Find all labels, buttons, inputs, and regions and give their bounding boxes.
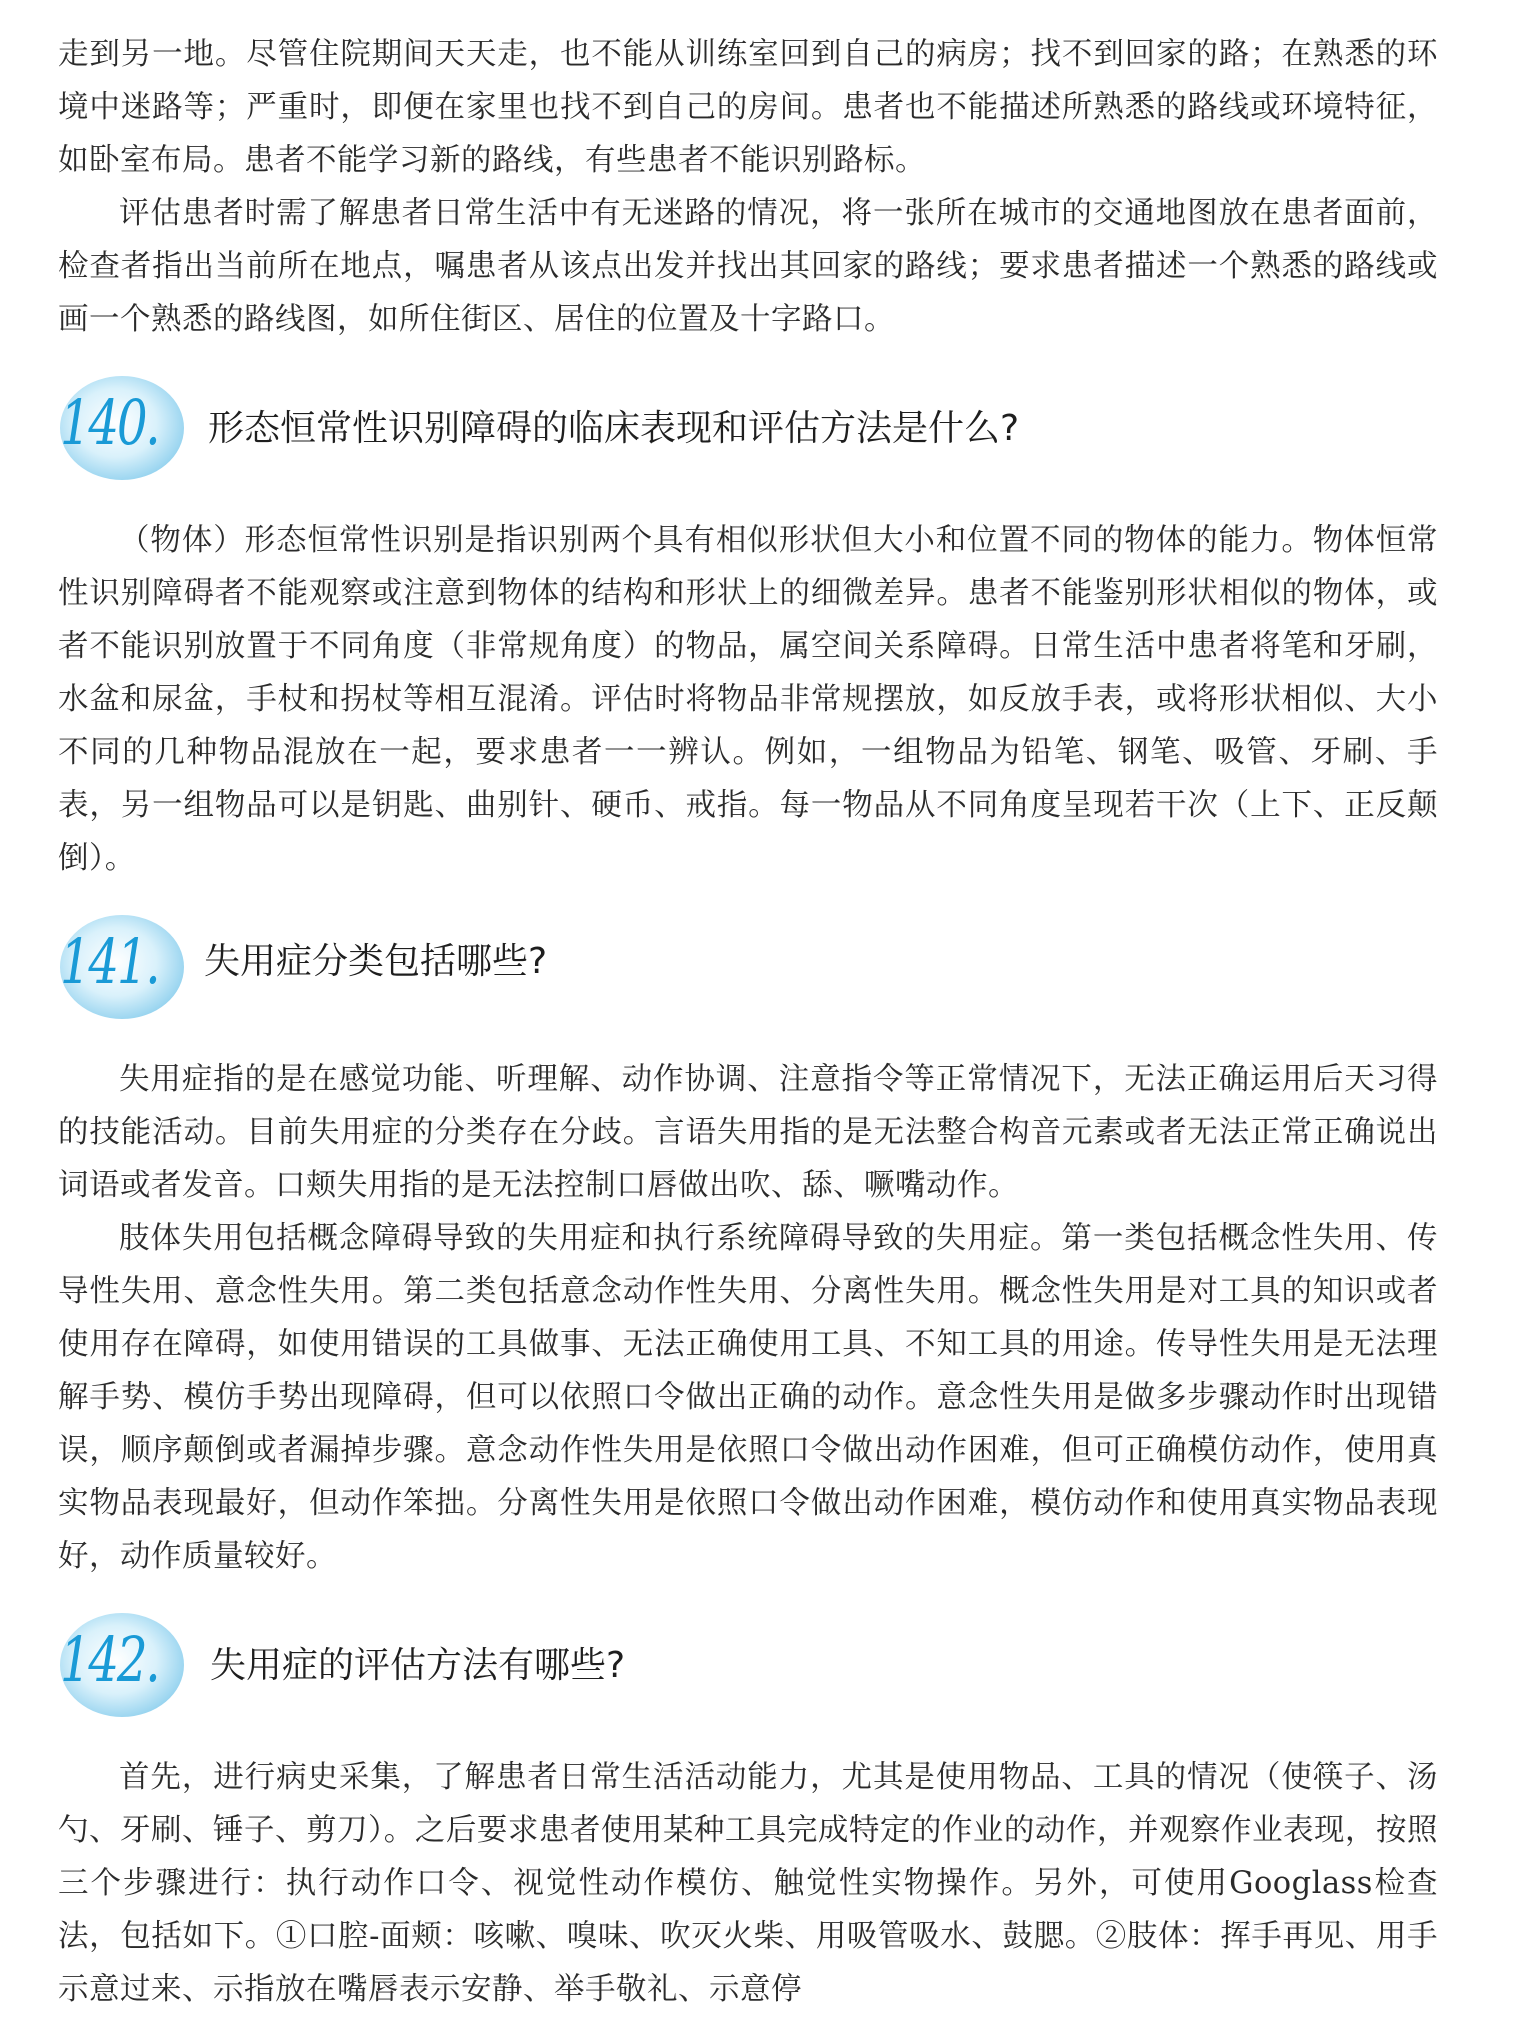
number-badge <box>50 368 210 488</box>
section-number: 142. <box>60 1623 159 1696</box>
section-heading-140 <box>58 368 1438 496</box>
number-badge <box>50 907 210 1027</box>
section-number: 140. <box>60 386 159 459</box>
section-paragraph: 失用症指的是在感觉功能、听理解、动作协调、注意指令等正常情况下，无法正确运用后天习得的技能活动。目前失用症的分类存在分歧。言语失用指的是无法整合构音元素或者无法正常正确说出词语或者发音。口颊失用指的是无法控制口唇做出吹、舔、噘嘴动作。 <box>58 1062 1438 1203</box>
section-title: 形态恒常性识别障碍的临床表现和评估方法是什么? <box>208 408 1020 449</box>
section-heading-141 <box>58 907 1438 1035</box>
page-content <box>58 28 1438 2016</box>
section-paragraph: （物体）形态恒常性识别是指识别两个具有相似形状但大小和位置不同的物体的能力。物体恒常性识别障碍者不能观察或注意到物体的结构和形状上的细微差异。患者不能鉴别形状相似的物体，或者不能识别放置于不同角度（非常规角度）的物品，属空间关系障碍。日常生活中患者将笔和牙刷，水盆和尿盆，手杖和拐杖等相互混淆。评估时将物品非常规摆放，如反放手表，或将形状相似、大小不同的几种物品混放在一起，要求患者一一辨认。例如，一组物品为铅笔、钢笔、吸管、牙刷、手表，另一组物品可以是钥匙、曲别针、硬币、戒指。每一物品从不同角度呈现若干次（上下、正反颠倒）。 <box>58 523 1438 876</box>
number-badge <box>50 1605 210 1725</box>
section-paragraph: 首先，进行病史采集，了解患者日常生活活动能力，尤其是使用物品、工具的情况（使筷子、汤勺、牙刷、锤子、剪刀）。之后要求患者使用某种工具完成特定的作业的动作，并观察作业表现，按照三个步骤进行：执行动作口令、视觉性动作模仿、触觉性实物操作。另外，可使用Googlass检查法，包括如下。①口腔-面颊：咳嗽、嗅味、吹灭火柴、用吸管吸水、鼓腮。②肢体：挥手再见、用手示意过来、示指放在嘴唇表示安静、举手敬礼、示意停 <box>58 1760 1438 2007</box>
section-title: 失用症的评估方法有哪些? <box>210 1645 626 1686</box>
section-paragraph: 肢体失用包括概念障碍导致的失用症和执行系统障碍导致的失用症。第一类包括概念性失用、传导性失用、意念性失用。第二类包括意念动作性失用、分离性失用。概念性失用是对工具的知识或者使用存在障碍，如使用错误的工具做事、无法正确使用工具、不知工具的用途。传导性失用是无法理解手势、模仿手势出现障碍，但可以依照口令做出正确的动作。意念性失用是做多步骤动作时出现错误，顺序颠倒或者漏掉步骤。意念动作性失用是依照口令做出动作困难，但可正确模仿动作，使用真实物品表现最好，但动作笨拙。分离性失用是依照口令做出动作困难，模仿动作和使用真实物品表现好，动作质量较好。 <box>58 1221 1438 1574</box>
intro-paragraph-1: 走到另一地。尽管住院期间天天走，也不能从训练室回到自己的病房；找不到回家的路；在熟悉的环境中迷路等；严重时，即便在家里也找不到自己的房间。患者也不能描述所熟悉的路线或环境特征，如卧室布局。患者不能学习新的路线，有些患者不能识别路标。 <box>58 37 1438 178</box>
section-number: 141. <box>60 925 159 998</box>
section-heading-142 <box>58 1605 1438 1733</box>
section-title: 失用症分类包括哪些? <box>204 941 548 982</box>
intro-paragraph-2: 评估患者时需了解患者日常生活中有无迷路的情况，将一张所在城市的交通地图放在患者面前，检查者指出当前所在地点，嘱患者从该点出发并找出其回家的路线；要求患者描述一个熟悉的路线或画一个熟悉的路线图，如所住街区、居住的位置及十字路口。 <box>58 196 1438 337</box>
